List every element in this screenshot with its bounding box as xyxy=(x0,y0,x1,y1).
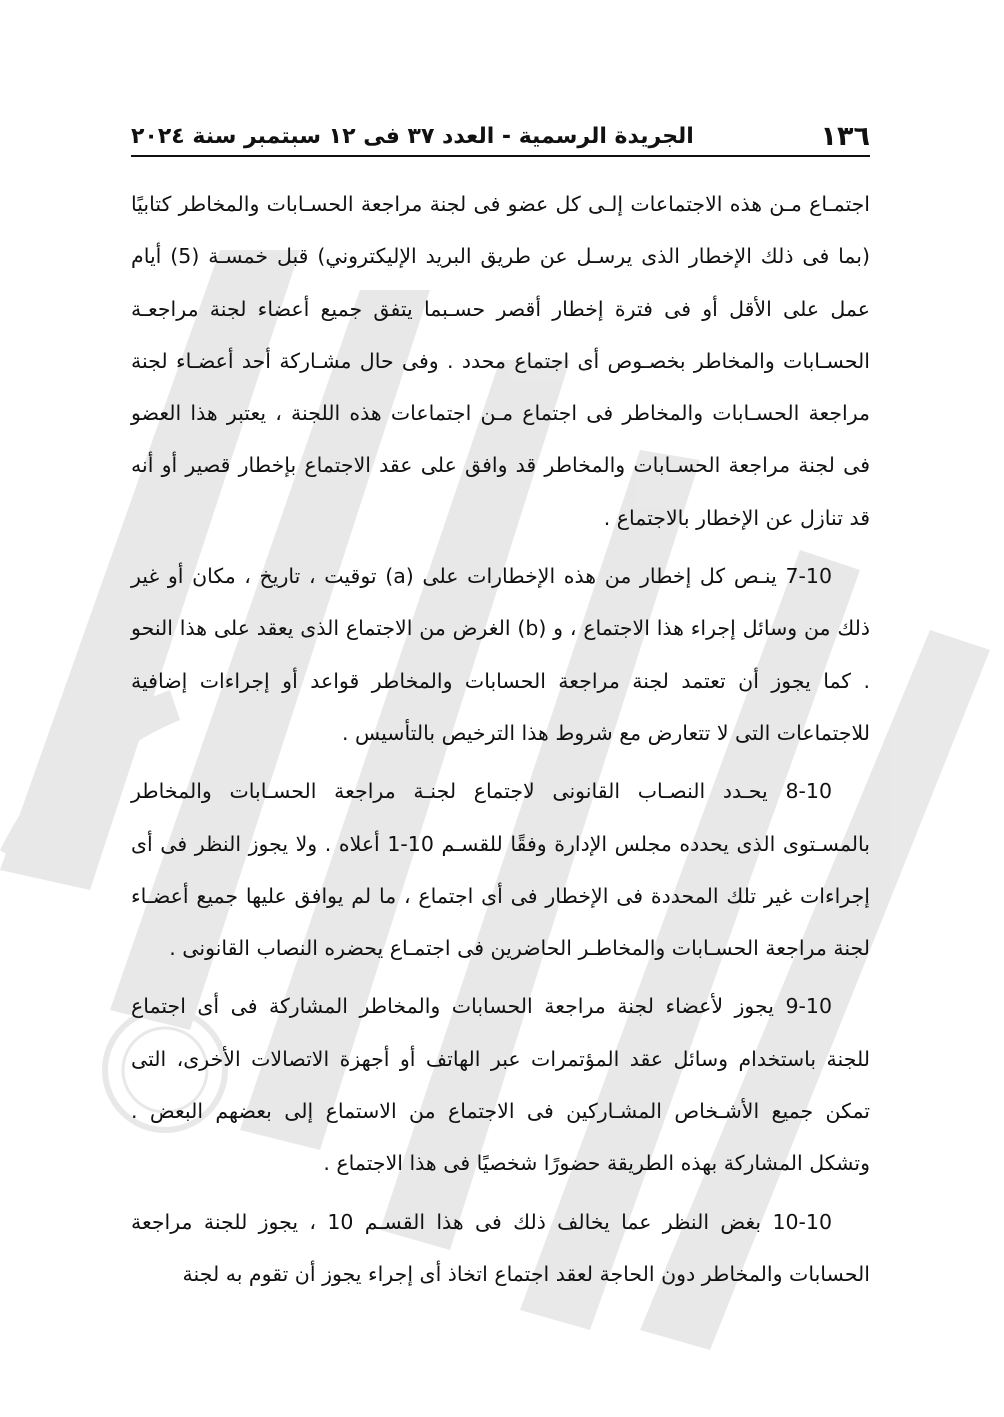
paragraph-section-10-7: 7-10 ينـص كل إخطار من هذه الإخطارات على (a) توقيت ، تاريخ ، مكان أو غير ذلك من وسائل إجراء هذا الاجتماع ، و (b) الغرض من الاجتماع الذى يعقد على هذا النحو . كما يجوز أن تعتمد لجنة مراجعة الحسابات والمخاطر قواعد أو إجراءات إضافية للاجتماعات التى لا تتعارض مع شروط هذا الترخيص بالتأسيس . xyxy=(131,564,871,745)
paragraph-section-10-9: 9-10 يجوز لأعضاء لجنة مراجعة الحسابات والمخاطر المشاركة فى أى اجتماع للجنة باستخدام وسائل عقد المؤتمرات عبر الهاتف أو أجهزة الاتصالات الأخرى، التى تمكن جميع الأشـخاص المشـاركين فى الاجتماع من الاستماع إلى بعضهم البعض . وتشكل المشاركة بهذه الطريقة حضورًا شخصيًا فى هذا الاجتماع . xyxy=(131,994,870,1176)
paragraph-section-10-10: 10-10 بغض النظر عما يخالف ذلك فى هذا القسـم 10 ، يجوز للجنة مراجعة الحسابات والمخاطر دون الحاجة لعقد اجتماع اتخاذ أى إجراء يجوز أن تقوم به لجنة xyxy=(131,1209,870,1286)
gazette-header-title: الجريدة الرسمية - العدد ٣٧ فى ١٢ سبتمبر سنة ٢٠٢٤ xyxy=(131,124,694,149)
page-header xyxy=(131,110,870,156)
paragraph-section-10-8: 8-10 يحـدد النصـاب القانونى لاجتماع لجنـة مراجعة الحسـابات والمخاطر بالمسـتوى الذى يحدده مجلس الإدارة وفقًا للقسـم 10-1 أعلاه . ولا يجوز النظر فى أى إجراءات غير تلك المحددة فى الإخطار فى أى اجتماع ، ما لم يوافق عليها جميع أعضـاء لجنة مراجعة الحسـابات والمخاطـر الحاضرين فى اجتمـاع يحضره النصاب القانونى . xyxy=(131,779,870,961)
page-number: ١٣٦ xyxy=(820,121,870,152)
document-body xyxy=(131,178,870,1306)
paragraph-continuation: اجتمـاع مـن هذه الاجتماعات إلـى كل عضو فى لجنة مراجعة الحسـابات والمخاطر كتابيًا (بما فى ذلك الإخطار الذى يرسـل عن طريق البريد الإليكتروني) قبل خمسـة (5) أيام عمل على الأقل أو فى فترة إخطار أقصر حسـبما يتفق جميع أعضاء لجنة مراجعـة الحسـابات والمخاطر بخصـوص أى اجتماع محدد . وفى حال مشـاركة أحد أعضـاء لجنة مراجعة الحسـابات والمخاطر فى اجتماع مـن اجتماعات هذه اللجنة ، يعتبر هذا العضو فى لجنة مراجعة الحسـابات والمخاطر قد وافق على عقد الاجتماع بإخطار قصير أو أنه قد تنازل عن الإخطار بالاجتماع . xyxy=(131,192,870,530)
header-divider xyxy=(131,155,870,157)
